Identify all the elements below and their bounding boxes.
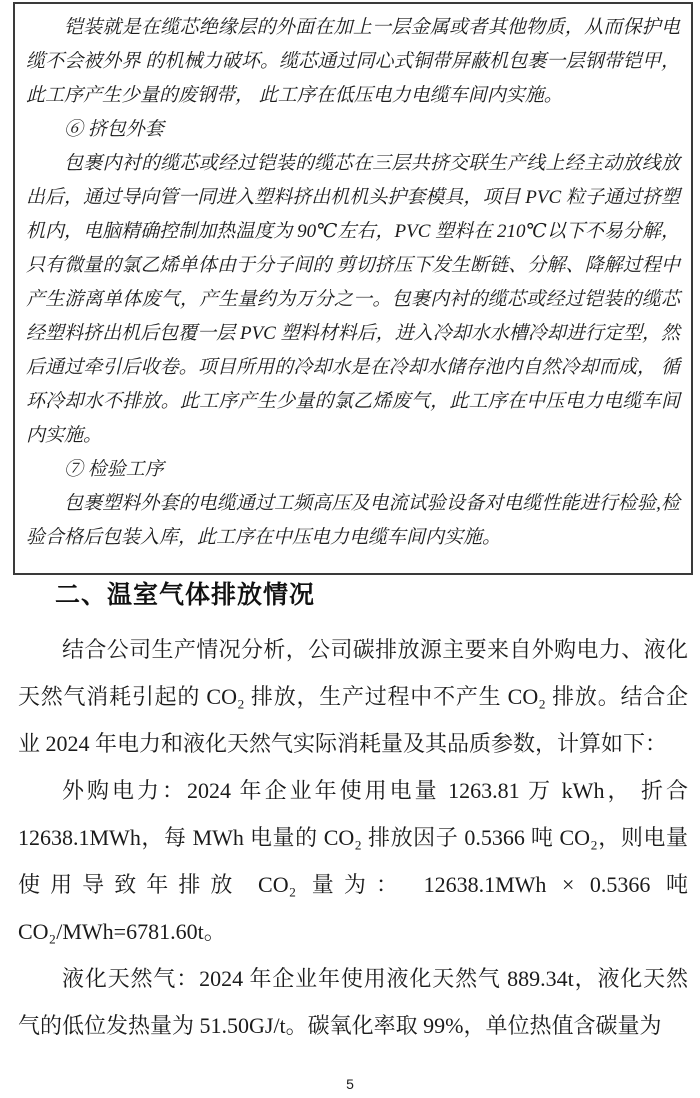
page-number: 5 — [346, 1076, 354, 1092]
paragraph-inspection-process: 包裹塑料外套的电缆通过工频高压及电流试验设备对电缆性能进行检验,检验合格后包装入库，此工序在中压电力电缆车间内实施。 — [26, 493, 680, 548]
step-item-6-sheathing: ⑥ 挤包外套 — [64, 119, 164, 140]
paragraph-sheathing-process: 包裹内衬的缆芯或经过铠装的缆芯在三层共挤交联生产线上经主动放线放出后，通过导向管一同进入塑料挤出机机头护套模具，项目 PVC 粒子通过挤塑机内，电脑精确控制加热温度为 90℃左右，PVC 塑料在 210℃以下不易分解，只有微量的氯乙烯单体由于分子间的 剪切挤压下发生断链、分解、降解过程中产生游离单体废气，产生量约为万分之一。包裹内衬的缆芯或经过铠装的缆芯经塑料挤出机后包覆一层 PVC 塑料材料后，进入冷却水水槽冷却进行定型，然后通过牵引后收卷。项目所用的冷却水是在冷却水储存池内自然冷却而成， 循环冷却水不排放。此工序产生少量的氯乙烯废气，此工序在中压电力电缆车间内实施。 — [26, 153, 680, 446]
paragraph-armoring: 铠装就是在缆芯绝缘层的外面在加上一层金属或者其他物质，从而保护电缆不会被外界 的机械力破坏。缆芯通过同心式铜带屏蔽机包裹一层钢带铠甲，此工序产生少量的废钢带， 此工序在低压电力电缆车间内实施。 — [26, 17, 680, 106]
process-description-box — [13, 2, 693, 575]
step-item-7-inspection: ⑦ 检验工序 — [64, 459, 164, 480]
paragraph-purchased-electricity: 外购电力：2024 年企业年使用电量 1263.81 万 kWh， 折合 12638.1MWh，每 MWh 电量的 CO₂ 排放因子 0.5366 吨 CO₂，则电量使用导致年排放 CO₂ 量为： 12638.1MWh × 0.5366 吨 CO₂/MWh=6781.60t。 — [18, 778, 688, 944]
section-heading: 二、温室气体排放情况 — [55, 580, 316, 609]
paragraph-emissions-intro: 结合公司生产情况分析，公司碳排放源主要来自外购电力、液化天然气消耗引起的 CO₂ 排放，生产过程中不产生 CO₂ 排放。结合企业 2024 年电力和液化天然气实际消耗量及其品质参数，计算如下： — [18, 637, 688, 756]
paragraph-lng: 液化天然气：2024 年企业年使用液化天然气 889.34t，液化天然气的低位发热量为 51.50GJ/t。碳氧化率取 99%，单位热值含碳量为 — [18, 966, 688, 1038]
emissions-section — [18, 580, 688, 1049]
